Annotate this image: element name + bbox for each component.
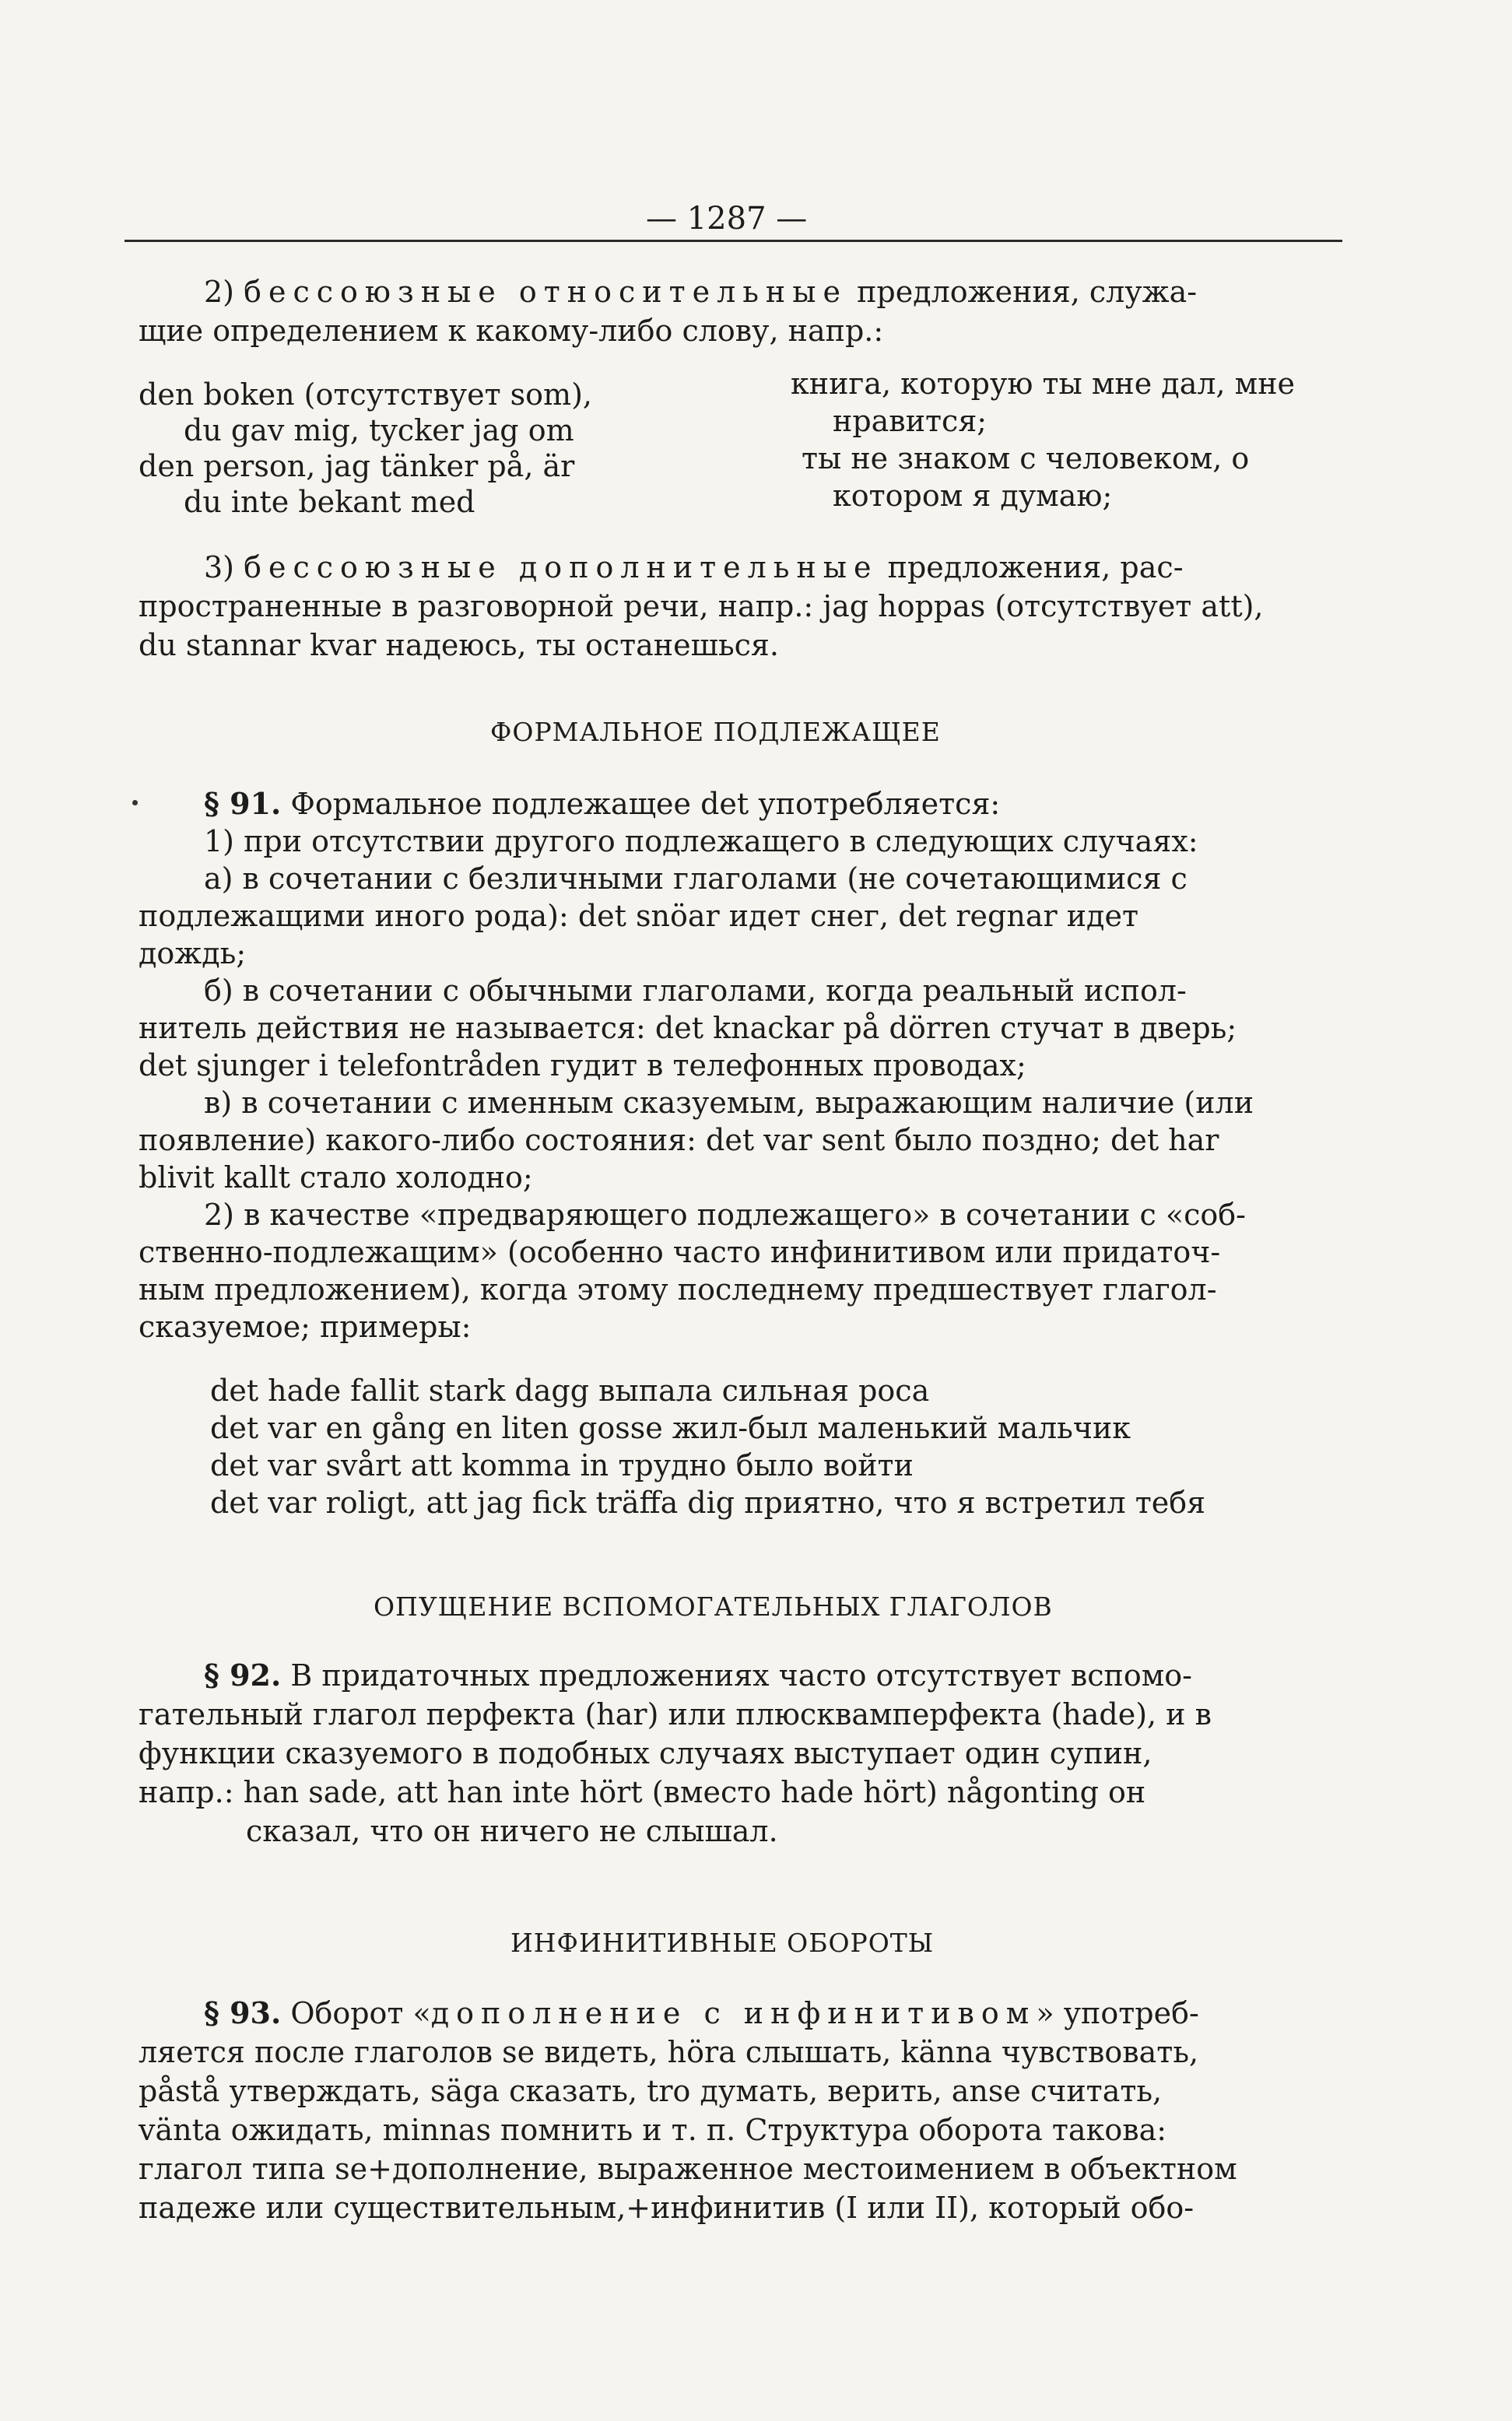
- p92-line-2: гательный глагол перфекта (har) или плюсквамперфекта (hade), и в: [139, 1697, 1212, 1732]
- p91-line-11: blivit kallt стало холодно;: [139, 1160, 533, 1195]
- p92-line-1: [204, 1658, 1192, 1693]
- s2-line-2: щие определением к какому-либо слову, напр.:: [139, 314, 884, 348]
- p91-line-6: б) в сочетании с обычными глаголами, когда реальный испол-: [204, 974, 1187, 1008]
- s2-spaced-term: бессоюзные относительные: [244, 275, 847, 309]
- p91-line-3: а) в сочетании с безличными глаголами (не сочетающимися с: [204, 861, 1187, 896]
- example-right-1: книга, которую ты мне дал, мне: [791, 367, 1296, 401]
- p91-first: Формальное подлежащее det употребляется:: [290, 787, 1001, 821]
- p92-number: § 92.: [204, 1658, 282, 1693]
- p93-line-3: påstå утверждать, säga сказать, tro думать, верить, anse считать,: [139, 2074, 1163, 2108]
- p91-line-7: нитель действия не называется: det knackar på dörren стучат в дверь;: [139, 1011, 1237, 1045]
- p93-number: § 93.: [204, 1995, 282, 2030]
- page-number: — 1287 —: [646, 201, 808, 237]
- s3-line-2: пространенные в разговорной речи, напр.: jag hoppas (отсутствует att),: [139, 589, 1264, 623]
- example-left-4: du inte bekant med: [184, 485, 475, 519]
- s3-rest: предложения, рас-: [887, 550, 1184, 584]
- s3-line-1: [204, 549, 1184, 585]
- p92-line-5: сказал, что он ничего не слышал.: [246, 1814, 778, 1848]
- det-example-3: det var svårt att komma in трудно было войти: [210, 1448, 914, 1482]
- p91-line-15: сказуемое; примеры:: [139, 1310, 472, 1344]
- det-example-1: det hade fallit stark dagg выпала сильная роса: [210, 1374, 930, 1408]
- p91-line-9: в) в сочетании с именным сказуемым, выражающим наличие (или: [204, 1086, 1254, 1120]
- p93-line-5: глагол типа se+дополнение, выраженное местоимением в объектном: [139, 2152, 1237, 2186]
- heading-infinitive: ИНФИНИТИВНЫЕ ОБОРОТЫ: [510, 1928, 935, 1958]
- example-left-3: den person, jag tänker på, är: [139, 449, 575, 483]
- s2-number: 2): [204, 275, 235, 309]
- header-rule: [125, 240, 1342, 242]
- example-right-4: котором я думаю;: [833, 479, 1113, 513]
- p91-line-10: появление) какого-либо состояния: det var sent было поздно; det har: [139, 1123, 1219, 1157]
- det-example-2: det var en gång en liten gosse жил-был маленький мальчик: [210, 1411, 1131, 1445]
- p91-line-12: 2) в качестве «предваряющего подлежащего» в сочетании с «соб-: [204, 1198, 1246, 1232]
- p93-post: » употреб-: [1036, 1996, 1199, 2030]
- p91-line-13: ственно-подлежащим» (особенно часто инфинитивом или придаточ-: [139, 1235, 1221, 1269]
- s3-number: 3): [204, 550, 235, 584]
- p93-line-4: vänta ожидать, minnas помнить и т. п. Структура оборота такова:: [139, 2113, 1167, 2147]
- s2-line-1: [204, 274, 1197, 310]
- p91-line-5: дождь;: [139, 936, 247, 970]
- margin-dot: [132, 800, 138, 805]
- example-left-1: den boken (отсутствует som),: [139, 377, 592, 412]
- p91-line-14: ным предложением), когда этому последнему предшествует глагол-: [139, 1272, 1217, 1307]
- p93-spaced-term: дополнение с инфинитивом: [430, 1996, 1037, 2030]
- p91-number: § 91.: [204, 786, 282, 821]
- p91-line-2: 1) при отсутствии другого подлежащего в следующих случаях:: [204, 824, 1198, 858]
- p92-line-3: функции сказуемого в подобных случаях выступает один супин,: [139, 1736, 1152, 1770]
- heading-aux-omission: ОПУЩЕНИЕ ВСПОМОГАТЕЛЬНЫХ ГЛАГОЛОВ: [374, 1591, 1053, 1622]
- s2-rest: предложения, служа-: [857, 275, 1198, 309]
- example-right-3: ты не знаком с человеком, о: [802, 441, 1250, 475]
- example-left-2: du gav mig, tycker jag om: [184, 413, 574, 447]
- p93-line-1: [204, 1995, 1199, 2031]
- p93-line-2: ляется после глаголов se видеть, höra слышать, känna чувствовать,: [139, 2035, 1199, 2069]
- p91-line-4: подлежащими иного рода): det snöar идет снег, det regnar идет: [139, 899, 1138, 933]
- s3-line-3: du stannar kvar надеюсь, ты останешься.: [139, 628, 779, 662]
- det-example-4: det var roligt, att jag fick träffa dig приятно, что я встретил тебя: [210, 1486, 1206, 1520]
- heading-formal-subject: ФОРМАЛЬНОЕ ПОДЛЕЖАЩЕЕ: [490, 717, 941, 747]
- s3-spaced-term: бессоюзные дополнительные: [244, 550, 879, 584]
- p91-line-8: det sjunger i telefontråden гудит в телефонных проводах;: [139, 1048, 1026, 1082]
- example-right-2: нравится;: [833, 404, 988, 438]
- p93-pre: Оборот «: [290, 1996, 431, 2030]
- p92-line-4: напр.: han sade, att han inte hört (вместо hade hört) någonting он: [139, 1775, 1146, 1809]
- p93-line-6: падеже или существительным,+инфинитив (I или II), который обо-: [139, 2191, 1195, 2225]
- p92-first: В придаточных предложениях часто отсутствует вспомо-: [290, 1658, 1192, 1693]
- p91-line-1: [204, 786, 1000, 822]
